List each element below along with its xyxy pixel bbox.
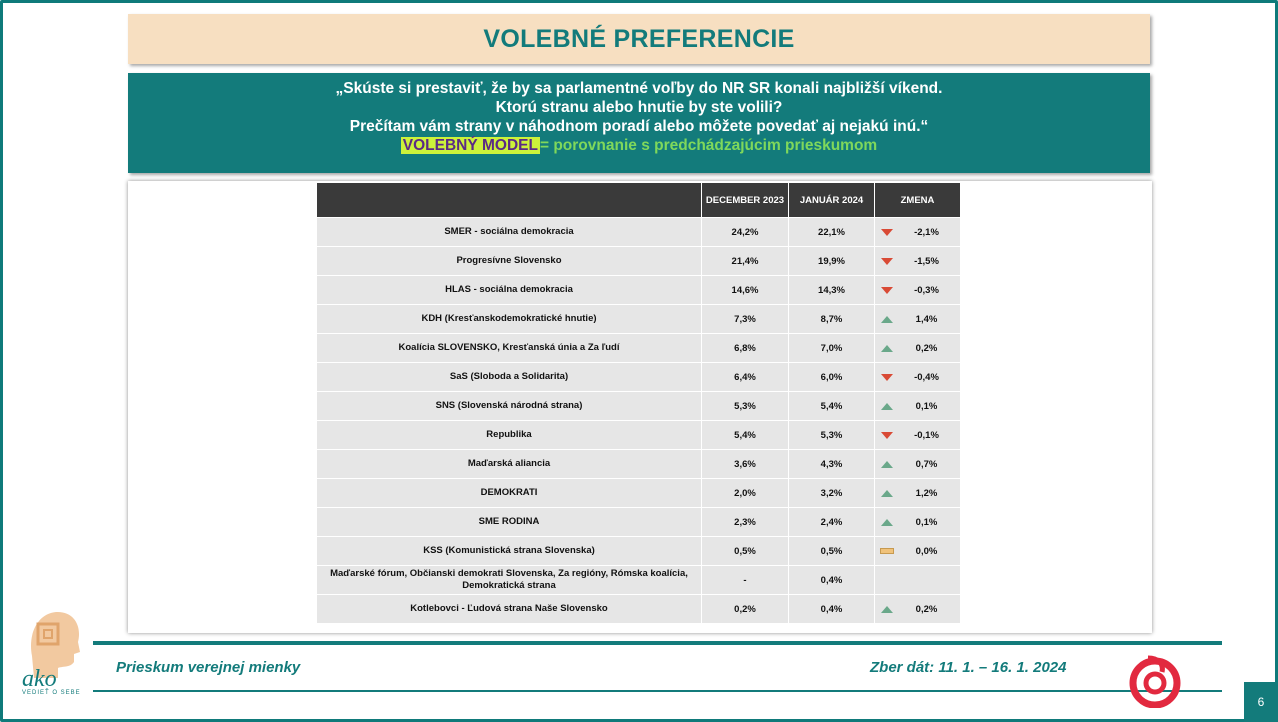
change-value: 0,7% [915, 458, 938, 470]
no-change-icon [880, 548, 894, 554]
table-row [317, 450, 961, 479]
december-value-cell: 24,2% [702, 218, 789, 247]
change-value: -1,5% [914, 255, 939, 267]
table-row [317, 537, 961, 566]
header-january: JANUÁR 2024 [789, 183, 875, 218]
title-banner [128, 14, 1150, 64]
page-number: 6 [1244, 682, 1278, 722]
table-row [317, 392, 961, 421]
table-row [317, 247, 961, 276]
arrow-up-icon [881, 461, 893, 468]
change-cell [875, 566, 961, 595]
header-change: ZMENA [875, 183, 961, 218]
december-value-cell: 21,4% [702, 247, 789, 276]
question-line-3: Prečítam vám strany v náhodnom poradí alebo môžete povedať aj nejakú inú.“ [349, 118, 929, 135]
change-cell [875, 595, 961, 624]
january-value-cell: 3,2% [789, 479, 875, 508]
comparison-note: = porovnanie s predchádzajúcim prieskumom [539, 137, 878, 154]
january-value-cell: 8,7% [789, 305, 875, 334]
december-value-cell: 6,4% [702, 363, 789, 392]
logo-wordmark: ako [22, 666, 57, 692]
arrow-up-icon [881, 345, 893, 352]
ako-logo [18, 606, 90, 716]
change-value: 1,2% [915, 487, 938, 499]
question-line-1: „Skúste si prestaviť, že by sa parlamentné voľby do NR SR konali najbližší víkend. [335, 80, 943, 97]
logo-tagline: VEDIEŤ O SEBE [22, 690, 81, 696]
december-value-cell: 14,6% [702, 276, 789, 305]
december-value-cell: 3,6% [702, 450, 789, 479]
table-row [317, 566, 961, 595]
question-box [128, 73, 1150, 173]
party-name-cell: SMER - sociálna demokracia [317, 218, 702, 247]
change-value: 0,1% [915, 400, 938, 412]
party-name-cell: HLAS - sociálna demokracia [317, 276, 702, 305]
party-name-cell: Maďarská aliancia [317, 450, 702, 479]
change-cell [875, 508, 961, 537]
change-cell [875, 276, 961, 305]
change-cell [875, 537, 961, 566]
change-value: 1,4% [915, 313, 938, 325]
party-name-cell: Koalícia SLOVENSKO, Kresťanská únia a Za ľudí [317, 334, 702, 363]
january-value-cell: 0,4% [789, 566, 875, 595]
change-cell [875, 218, 961, 247]
arrow-down-icon [881, 287, 893, 294]
december-value-cell: 7,3% [702, 305, 789, 334]
december-value-cell: - [702, 566, 789, 595]
change-cell [875, 392, 961, 421]
january-value-cell: 5,4% [789, 392, 875, 421]
arrow-up-icon [881, 606, 893, 613]
change-value: 0,1% [915, 516, 938, 528]
arrow-down-icon [881, 374, 893, 381]
table-row [317, 334, 961, 363]
arrow-up-icon [881, 519, 893, 526]
change-cell [875, 247, 961, 276]
table-row [317, 421, 961, 450]
slide-title: VOLEBNÉ PREFERENCIE [483, 24, 795, 53]
change-cell [875, 421, 961, 450]
footer-divider [93, 641, 1222, 645]
party-name-cell: SME RODINA [317, 508, 702, 537]
change-value: -0,1% [914, 429, 939, 441]
december-value-cell: 2,0% [702, 479, 789, 508]
change-value: 0,0% [915, 545, 938, 557]
arrow-down-icon [881, 432, 893, 439]
january-value-cell: 6,0% [789, 363, 875, 392]
table-row [317, 508, 961, 537]
footer-divider-bottom [93, 690, 1222, 692]
question-line-2: Ktorú stranu alebo hnutie by ste volili? [495, 99, 783, 116]
party-name-cell: KDH (Kresťanskodemokratické hnutie) [317, 305, 702, 334]
change-value: 0,2% [915, 342, 938, 354]
change-cell [875, 450, 961, 479]
table-row [317, 595, 961, 624]
table-row [317, 276, 961, 305]
arrow-up-icon [881, 403, 893, 410]
table-row [317, 305, 961, 334]
table-row [317, 218, 961, 247]
december-value-cell: 0,2% [702, 595, 789, 624]
preferences-table [317, 183, 961, 623]
party-name-cell: DEMOKRATI [317, 479, 702, 508]
table-row [317, 479, 961, 508]
january-value-cell: 14,3% [789, 276, 875, 305]
model-line [128, 136, 1150, 155]
arrow-up-icon [881, 490, 893, 497]
party-name-cell: SaS (Sloboda a Solidarita) [317, 363, 702, 392]
january-value-cell: 4,3% [789, 450, 875, 479]
party-name-cell: Kotlebovci - Ľudová strana Naše Slovensko [317, 595, 702, 624]
january-value-cell: 0,5% [789, 537, 875, 566]
arrow-down-icon [881, 258, 893, 265]
january-value-cell: 0,4% [789, 595, 875, 624]
broadcaster-logo-icon [1128, 654, 1182, 708]
change-cell [875, 479, 961, 508]
january-value-cell: 22,1% [789, 218, 875, 247]
table-row [317, 363, 961, 392]
change-value: -0,4% [914, 371, 939, 383]
january-value-cell: 5,3% [789, 421, 875, 450]
december-value-cell: 2,3% [702, 508, 789, 537]
january-value-cell: 2,4% [789, 508, 875, 537]
header-december: DECEMBER 2023 [702, 183, 789, 218]
party-name-cell: Maďarské fórum, Občianski demokrati Slovenska, Za regióny, Rómska koalícia, Demokratická strana [317, 566, 702, 595]
change-cell [875, 334, 961, 363]
december-value-cell: 6,8% [702, 334, 789, 363]
party-name-cell: Republika [317, 421, 702, 450]
change-value: 0,2% [915, 603, 938, 615]
footer-collection-dates: Zber dát: 11. 1. – 16. 1. 2024 [870, 659, 1067, 676]
change-value: -0,3% [914, 284, 939, 296]
change-value: -2,1% [914, 226, 939, 238]
change-cell [875, 363, 961, 392]
party-name-cell: Progresívne Slovensko [317, 247, 702, 276]
december-value-cell: 0,5% [702, 537, 789, 566]
change-cell [875, 305, 961, 334]
header-party [317, 183, 702, 218]
arrow-down-icon [881, 229, 893, 236]
december-value-cell: 5,3% [702, 392, 789, 421]
party-name-cell: KSS (Komunistická strana Slovenska) [317, 537, 702, 566]
party-name-cell: SNS (Slovenská národná strana) [317, 392, 702, 421]
december-value-cell: 5,4% [702, 421, 789, 450]
table-header-row [317, 183, 961, 218]
footer-survey-label: Prieskum verejnej mienky [116, 659, 301, 676]
model-highlight: VOLEBNÝ MODEL [402, 137, 538, 154]
january-value-cell: 19,9% [789, 247, 875, 276]
january-value-cell: 7,0% [789, 334, 875, 363]
arrow-up-icon [881, 316, 893, 323]
